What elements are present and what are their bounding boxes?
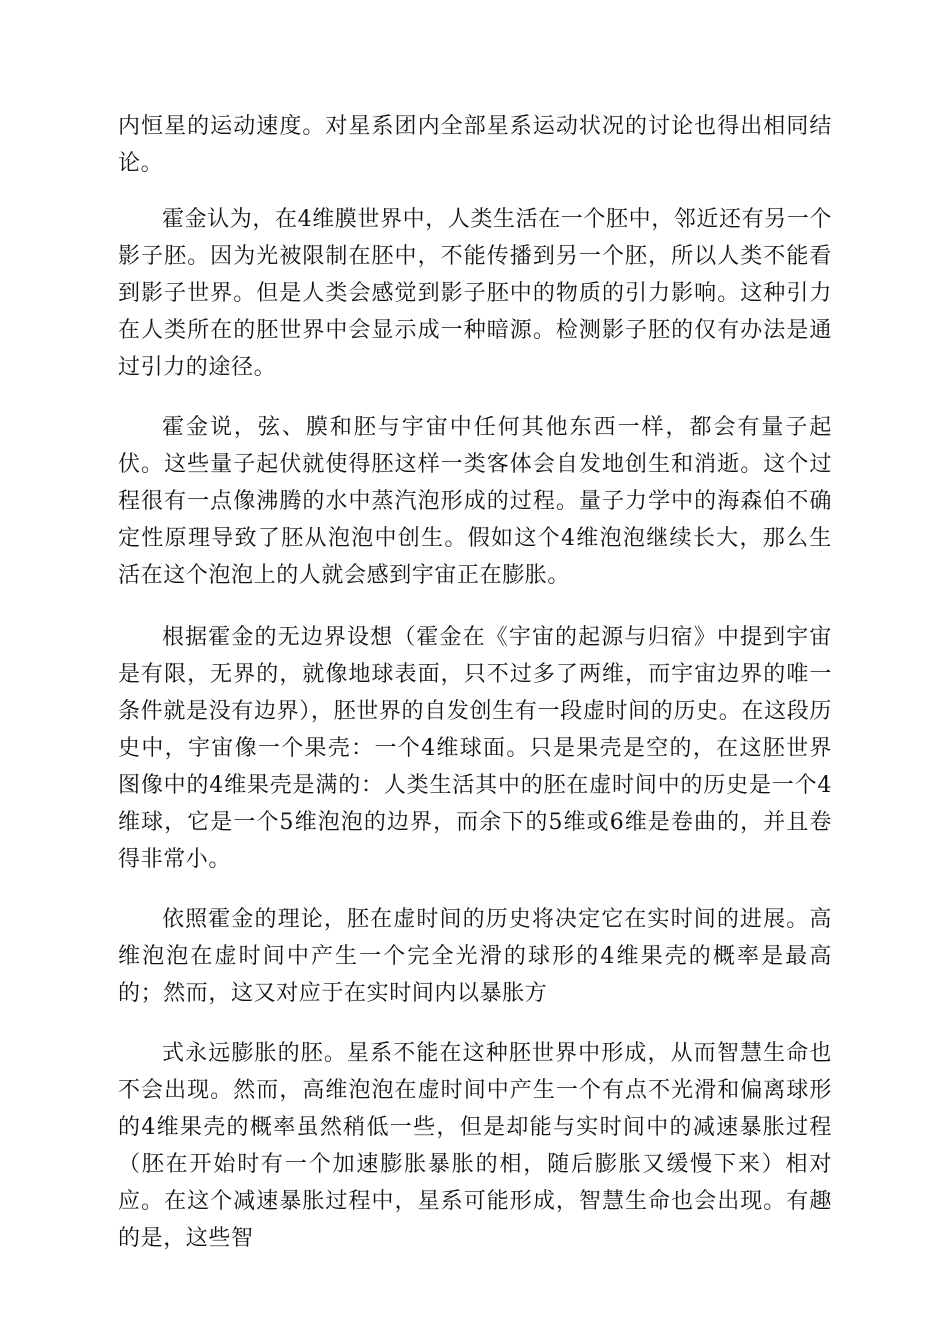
paragraph-shadow-brane: 霍金认为，在4维膜世界中，人类生活在一个胚中，邻近还有另一个影子胚。因为光被限制在胚中，不能传播到另一个胚，所以人类不能看到影子世界。但是人类会感觉到影子胚中的物质的引力影响。这种引力在人类所在的胚世界中会显示成一种暗源。检测影子胚的仅有办法是通过引力的途径。 bbox=[118, 207, 832, 380]
paragraph-continuation: 内恒星的运动速度。对星系团内全部星系运动状况的讨论也得出相同结论。 bbox=[118, 114, 832, 176]
paragraph-imaginary-time: 依照霍金的理论，胚在虚时间的历史将决定它在实时间的进展。高维泡泡在虚时间中产生一个完全光滑的球形的4维果壳的概率是最高的；然而，这又对应于在实时间内以暴胀方 bbox=[118, 907, 832, 1006]
paragraph-decelerating-inflation: 式永远膨胀的胚。星系不能在这种胚世界中形成，从而智慧生命也不会出现。然而，高维泡泡在虚时间中产生一个有点不光滑和偏离球形的4维果壳的概率虽然稍低一些，但是却能与实时间中的减速暴胀过程（胚在开始时有一个加速膨胀暴胀的相，随后膨胀又缓慢下来）相对应。在这个减速暴胀过程中，星系可能形成，智慧生命也会出现。有趣的是，这些智 bbox=[118, 1041, 832, 1251]
paragraph-quantum-fluctuation: 霍金说，弦、膜和胚与宇宙中任何其他东西一样，都会有量子起伏。这些量子起伏就使得胚这样一类客体会自发地创生和消逝。这个过程很有一点像沸腾的水中蒸汽泡形成的过程。量子力学中的海森伯不确定性原理导致了胚从泡泡中创生。假如这个4维泡泡继续长大，那么生活在这个泡泡上的人就会感到宇宙正在膨胀。 bbox=[118, 415, 832, 588]
paragraph-no-boundary: 根据霍金的无边界设想（霍金在《宇宙的起源与归宿》中提到宇宙是有限，无界的，就像地球表面，只不过多了两维，而宇宙边界的唯一条件就是没有边界），胚世界的自发创生有一段虚时间的历史。在这段历史中，宇宙像一个果壳：一个4维球面。只是果壳是空的，在这胚世界图像中的4维果壳是满的：人类生活其中的胚在虚时间中的历史是一个4维球，它是一个5维泡泡的边界，而余下的5维或6维是卷曲的，并且卷得非常小。 bbox=[118, 625, 832, 872]
